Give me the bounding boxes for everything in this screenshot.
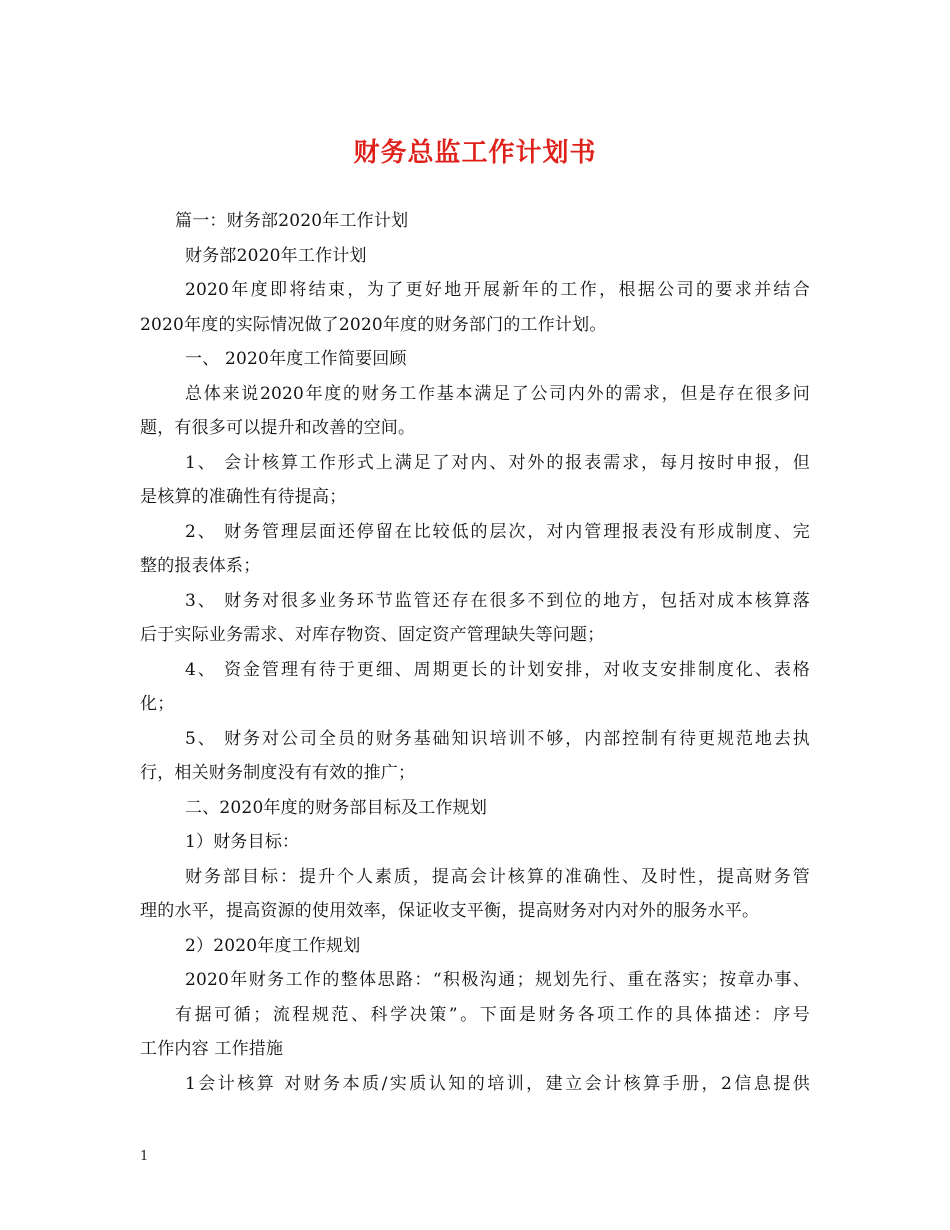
body-line: 2020年度即将结束，为了更好地开展新年的工作，根据公司的要求并结合: [185, 280, 810, 300]
list-item-continuation: 是核算的准确性有待提高；: [140, 487, 347, 507]
list-item: 3、 财务对很多业务环节监管还存在很多不到位的地方，包括对成本核算落: [185, 591, 810, 611]
list-item-continuation: 化；: [140, 694, 175, 714]
list-item: 5、 财务对公司全员的财务基础知识培训不够，内部控制有待更规范地去执: [185, 729, 810, 749]
list-item-continuation: 行，相关财务制度没有有效的推广；: [140, 763, 416, 783]
body-line: 理的水平，提高资源的使用效率，保证收支平衡，提高财务对内对外的服务水平。: [140, 901, 760, 921]
body-line: 2020年财务工作的整体思路：“积极沟通；规划先行、重在落实；按章办事、: [185, 970, 810, 990]
table-row-line: 1会计核算 对财务本质/实质认知的培训，建立会计核算手册，2信息提供: [185, 1074, 810, 1094]
list-item: 4、 资金管理有待于更细、周期更长的计划安排，对收支安排制度化、表格: [185, 660, 810, 680]
list-item: 1、 会计核算工作形式上满足了对内、对外的报表需求，每月按时申报，但: [185, 453, 810, 473]
list-item-continuation: 后于实际业务需求、对库存物资、固定资产管理缺失等问题；: [140, 625, 605, 645]
body-line: 有据可循；流程规范、科学决策”。下面是财务各项工作的具体描述：序号: [175, 1005, 810, 1025]
table-header-line: 工作内容 工作措施: [140, 1039, 284, 1059]
body-line: 财务部目标：提升个人素质，提高会计核算的准确性、及时性，提高财务管: [185, 867, 810, 887]
subsection-heading: 1）财务目标：: [185, 832, 300, 852]
list-item: 2、 财务管理层面还停留在比较低的层次，对内管理报表没有形成制度、完: [185, 522, 810, 542]
body-line: 篇一：财务部2020年工作计划: [175, 211, 409, 231]
section-heading: 二、2020年度的财务部目标及工作规划: [185, 798, 488, 818]
subsection-heading: 2）2020年度工作规划: [185, 936, 361, 956]
section-heading: 一、 2020年度工作简要回顾: [185, 349, 407, 369]
body-line: 财务部2020年工作计划: [185, 246, 367, 266]
page-number: 1: [140, 1149, 149, 1164]
list-item-continuation: 整的报表体系；: [140, 556, 261, 576]
body-line: 2020年度的实际情况做了2020年度的财务部门的工作计划。: [140, 315, 607, 335]
body-line: 题，有很多可以提升和改善的空间。: [140, 418, 416, 438]
document-title: 财务总监工作计划书: [353, 138, 597, 168]
body-line: 总体来说2020年度的财务工作基本满足了公司内外的需求，但是存在很多问: [185, 384, 810, 404]
